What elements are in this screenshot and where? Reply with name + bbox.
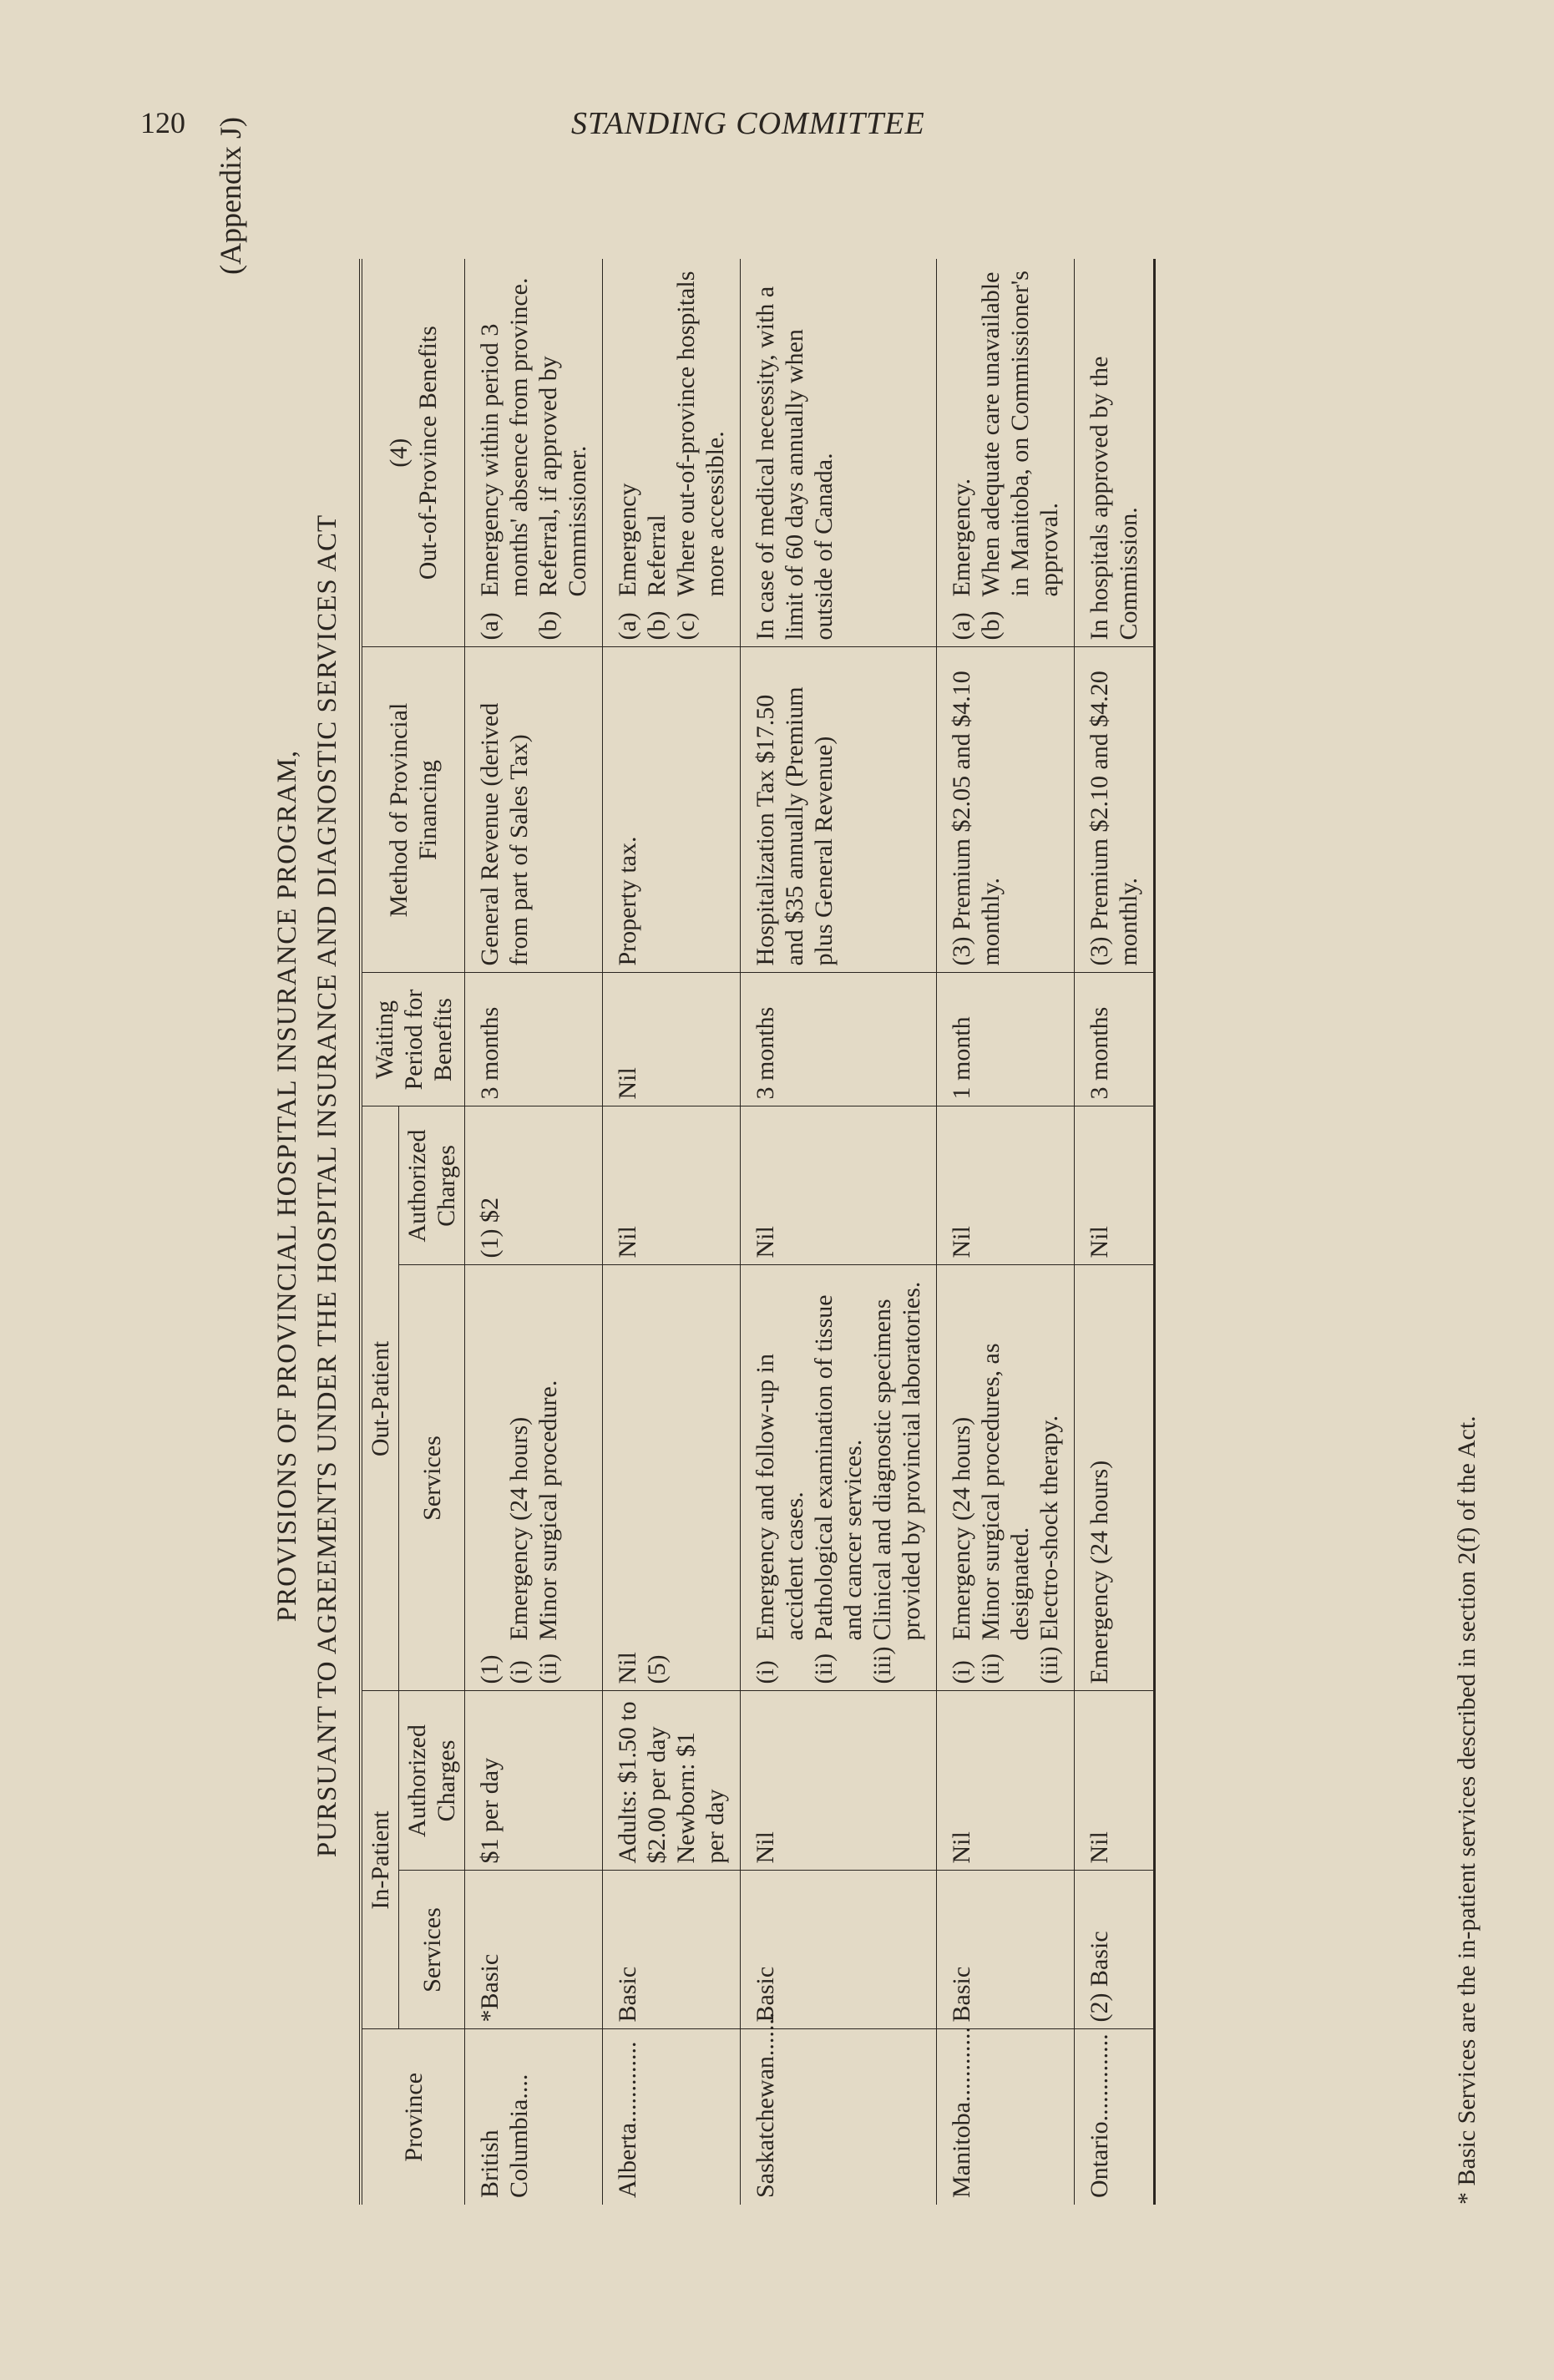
in-services-cell: Basic <box>937 1871 1075 2029</box>
method-cell: General Revenue (derived from part of Sales Tax) <box>465 647 603 973</box>
title-line-2: PURSUANT TO AGREEMENTS UNDER THE HOSPITAL INSURANCE AND DIAGNOSTIC SERVICES ACT <box>312 514 342 1858</box>
province-cell: Ontario.............. <box>1075 2029 1155 2205</box>
running-head: STANDING COMMITTEE <box>571 106 925 141</box>
out-charges-cell: Nil <box>1075 1106 1155 1265</box>
out-services-list-item <box>947 1273 976 1684</box>
out-services-cell <box>937 1265 1075 1691</box>
table-row <box>937 259 1075 2205</box>
waiting-period-cell: 1 month <box>937 973 1075 1106</box>
item-text: Pathological examination of tissue and cancer services. <box>810 1294 867 1641</box>
in-charges-cell: $1 per day <box>465 1691 603 1871</box>
out-services-list-item <box>642 1273 671 1684</box>
header-out-of-province <box>361 259 465 647</box>
out-services-cell <box>603 1265 741 1691</box>
item-marker: (a) <box>476 612 504 641</box>
province-cell: Saskatchewan....... <box>741 2029 937 2205</box>
header-oop-label: Out-of-Province Benefits <box>414 326 442 580</box>
item-marker: (i) <box>948 1660 975 1684</box>
item-text: Referral, if approved by Commissioner. <box>534 356 591 597</box>
table-row <box>603 259 741 2205</box>
table-title <box>267 100 347 2271</box>
out-charges-cell: Nil <box>937 1106 1075 1265</box>
method-cell: (3) Premium $2.05 and $4.10 monthly. <box>937 647 1075 973</box>
item-marker: (a) <box>614 612 641 641</box>
out-of-province-cell <box>741 259 937 647</box>
header-waiting-period: Waiting Period for Benefits <box>361 973 465 1106</box>
item-text: Minor surgical procedures, as designated. <box>977 1343 1034 1641</box>
item-text: Emergency within period 3 months' absence from province. <box>476 277 533 597</box>
oop-list <box>613 266 730 641</box>
in-charges-cell: Nil <box>1075 1691 1155 1871</box>
oop-list <box>947 266 1064 641</box>
appendix-label: (Appendix J) <box>214 117 247 275</box>
method-cell: (3) Premium $2.10 and $4.20 monthly. <box>1075 647 1155 973</box>
method-cell: Property tax. <box>603 647 741 973</box>
out-services-list <box>504 1273 563 1684</box>
method-cell: Hospitalization Tax $17.50 and $35 annually (Premium plus General Revenue) <box>741 647 937 973</box>
province-cell: Manitoba............ <box>937 2029 1075 2205</box>
out-services-list-item <box>751 1273 809 1684</box>
out-services-cell <box>741 1265 937 1691</box>
out-charges-cell: Nil <box>603 1106 741 1265</box>
footnote: * Basic Services are the in-patient services described in section 2(f) of the Act. <box>1453 1415 1481 2205</box>
out-services-list-item <box>613 1273 642 1684</box>
out-services-list-item <box>534 1273 563 1684</box>
oop-list-item <box>1085 266 1143 641</box>
provisions-table <box>359 259 1156 2205</box>
item-text: When adequate care unavailable in Manitoba, on Commissioner's approval. <box>977 271 1063 597</box>
out-services-list-item <box>976 1273 1035 1684</box>
item-text: Minor surgical procedure. <box>534 1380 562 1641</box>
item-text: Nil <box>614 1652 641 1684</box>
item-text: Electro-shock therapy. <box>1035 1415 1063 1641</box>
item-marker: (c) <box>672 612 700 641</box>
in-charges-cell: Nil <box>937 1691 1075 1871</box>
out-services-list <box>947 1273 1064 1684</box>
header-out-services: Services <box>399 1265 465 1691</box>
out-services-list <box>751 1273 926 1684</box>
out-of-province-cell <box>465 259 603 647</box>
out-services-prefix: (1) <box>476 1654 504 1684</box>
out-services-list-item <box>1085 1273 1114 1684</box>
oop-list-item <box>751 266 838 641</box>
out-services-list-item <box>504 1273 534 1684</box>
oop-list-item <box>947 266 976 641</box>
item-text: Emergency (24 hours) <box>948 1416 975 1641</box>
in-charges-cell: Adults: $1.50 to $2.00 per day Newborn: $1 per day <box>603 1691 741 1871</box>
table-row <box>465 259 603 2205</box>
out-services-list <box>1085 1273 1114 1684</box>
province-cell: Alberta............. <box>603 2029 741 2205</box>
out-of-province-cell <box>603 259 741 647</box>
oop-list-item <box>475 266 534 641</box>
item-text: Emergency (24 hours) <box>1086 1460 1113 1684</box>
waiting-period-cell: 3 months <box>741 973 937 1106</box>
item-text: Emergency. <box>948 478 975 597</box>
rotated-page-content <box>192 100 1511 2271</box>
out-charges-cell: Nil <box>741 1106 937 1265</box>
oop-list-item <box>534 266 592 641</box>
out-charges-cell: (1) $2 <box>465 1106 603 1265</box>
oop-list-item <box>642 266 671 641</box>
header-out-charges: Authorized Charges <box>399 1106 465 1265</box>
in-charges-cell: Nil <box>741 1691 937 1871</box>
header-in-services: Services <box>399 1871 465 2029</box>
item-marker: (b) <box>643 610 671 641</box>
waiting-period-cell: 3 months <box>1075 973 1155 1106</box>
out-of-province-cell <box>937 259 1075 647</box>
table-row <box>1075 259 1155 2205</box>
item-marker: (iii) <box>1035 1646 1063 1684</box>
item-text: Emergency and follow-up in accident cases. <box>752 1353 808 1641</box>
item-text: Emergency <box>614 483 641 597</box>
item-marker: (ii) <box>810 1653 838 1684</box>
item-text: Where out-of-province hospitals more accessible. <box>672 271 729 597</box>
out-of-province-cell <box>1075 259 1155 647</box>
item-marker: (b) <box>977 610 1005 641</box>
item-marker: (a) <box>948 612 975 641</box>
in-services-cell: *Basic <box>465 1871 603 2029</box>
oop-list <box>1085 266 1143 641</box>
page-number: 120 <box>140 106 185 139</box>
item-text: Clinical and diagnostic specimens provided by provincial laboratories. <box>868 1281 925 1641</box>
item-text: Referral <box>643 514 671 597</box>
table-row <box>741 259 937 2205</box>
out-services-list <box>613 1273 671 1684</box>
header-oop-number: (4) <box>385 438 413 468</box>
item-marker: (ii) <box>977 1653 1005 1684</box>
waiting-period-cell: Nil <box>603 973 741 1106</box>
header-in-patient: In-Patient <box>361 1691 399 2029</box>
item-text: In hospitals approved by the Commission. <box>1086 356 1142 641</box>
title-line-1: PROVISIONS OF PROVINCIAL HOSPITAL INSURANCE PROGRAM, <box>272 749 302 1623</box>
oop-list-item <box>613 266 642 641</box>
out-services-list-item <box>809 1273 868 1684</box>
header-province: Province <box>361 2029 465 2205</box>
item-marker: (iii) <box>868 1646 896 1684</box>
item-marker: (ii) <box>534 1653 562 1684</box>
in-services-cell: (2) Basic <box>1075 1871 1155 2029</box>
item-text: In case of medical necessity, with a limit of 60 days annually when outside of Canada. <box>752 286 838 641</box>
header-out-patient: Out-Patient <box>361 1106 399 1691</box>
oop-list-item <box>671 266 730 641</box>
oop-list-item <box>976 266 1064 641</box>
header-method: Method of Provincial Financing <box>361 647 465 973</box>
out-services-cell <box>1075 1265 1155 1691</box>
out-services-cell <box>465 1265 603 1691</box>
item-text: Emergency (24 hours) <box>505 1416 533 1641</box>
item-marker: (i) <box>752 1660 779 1684</box>
oop-list <box>751 266 838 641</box>
out-services-list-item <box>1035 1273 1064 1684</box>
header-in-charges: Authorized Charges <box>399 1691 465 1871</box>
in-services-cell: Basic <box>603 1871 741 2029</box>
waiting-period-cell: 3 months <box>465 973 603 1106</box>
province-cell: British Columbia.... <box>465 2029 603 2205</box>
oop-list <box>475 266 592 641</box>
item-text: (5) <box>643 1654 671 1684</box>
in-services-cell: Basic <box>741 1871 937 2029</box>
out-services-list-item <box>868 1273 926 1684</box>
item-marker: (i) <box>505 1660 533 1684</box>
item-marker: (b) <box>534 610 562 641</box>
